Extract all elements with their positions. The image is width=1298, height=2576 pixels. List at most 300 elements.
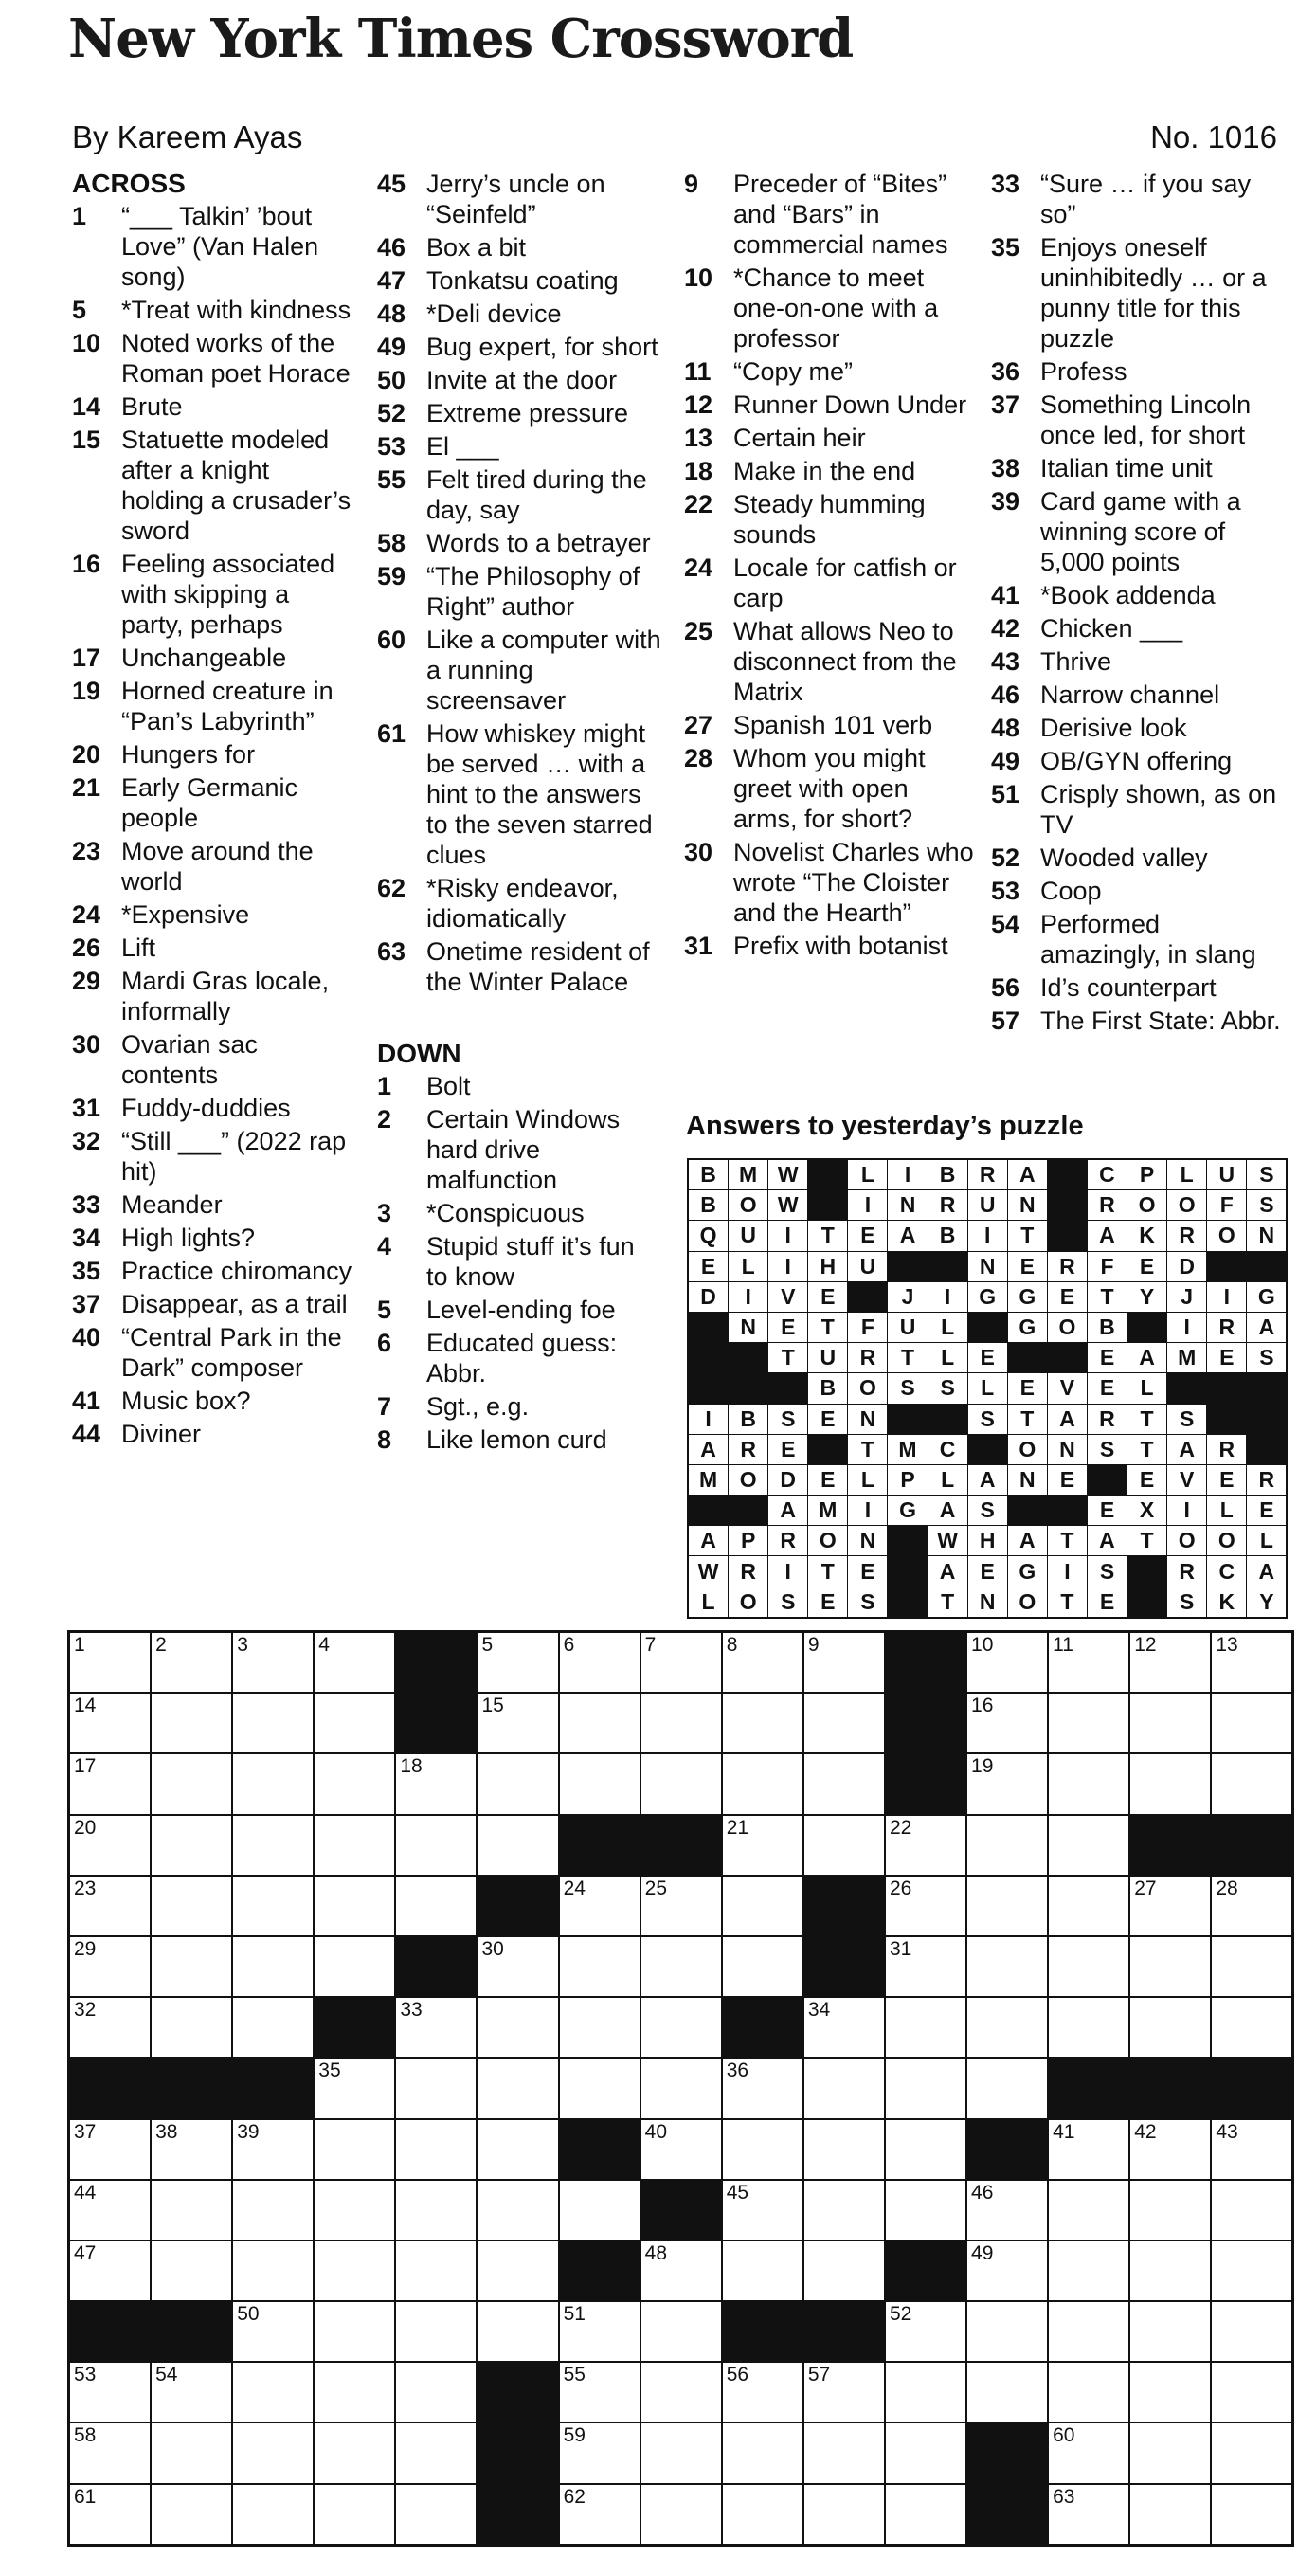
answer-letter-cell: T: [808, 1313, 847, 1342]
clue-number: 33: [991, 170, 1020, 198]
grid-cell: [723, 2423, 802, 2482]
grid-cell-number: 45: [726, 2181, 749, 2204]
clue-text: Mardi Gras locale, informally: [121, 967, 330, 1025]
clue-text: Felt tired during the day, say: [426, 465, 647, 524]
answer-letter-cell: C: [928, 1435, 967, 1464]
answer-block-cell: [689, 1496, 728, 1525]
grid-block-cell: [70, 2059, 150, 2117]
answer-letter-cell: E: [1127, 1465, 1166, 1495]
clue-number: 41: [72, 1387, 101, 1415]
clue-item: [72, 1419, 356, 1449]
answer-block-cell: [1048, 1343, 1087, 1372]
answer-letter-cell: S: [1247, 1190, 1286, 1220]
clue-text: Extreme pressure: [426, 399, 629, 427]
answer-letter-cell: S: [1247, 1160, 1286, 1189]
answer-letter-cell: L: [689, 1587, 728, 1617]
clue-item: [377, 936, 661, 997]
clue-text: Prefix with botanist: [733, 932, 948, 960]
clue-text: *Conspicuous: [426, 1199, 585, 1227]
clue-number: 17: [72, 644, 101, 672]
grid-cell: [1212, 2181, 1291, 2240]
clue-number: 16: [72, 550, 101, 578]
grid-cell: [70, 2485, 150, 2544]
answer-letter-cell: O: [1008, 1435, 1047, 1464]
clue-item: [72, 425, 356, 546]
answer-letter-cell: E: [808, 1587, 847, 1617]
grid-cell: [641, 1937, 721, 1996]
grid-cell-number: 43: [1216, 2120, 1238, 2143]
answer-letter-cell: R: [968, 1160, 1007, 1189]
answer-letter-cell: L: [1247, 1526, 1286, 1555]
grid-cell: [804, 1754, 884, 1813]
clue-number: 13: [684, 424, 713, 452]
answer-letter-cell: F: [1207, 1190, 1246, 1220]
answer-letter-cell: F: [848, 1313, 887, 1342]
clue-text: “The Philosophy of Right” author: [426, 562, 640, 621]
clue-number: 3: [377, 1199, 392, 1227]
grid-cell: [967, 1877, 1047, 1935]
clue-text: OB/GYN offering: [1040, 747, 1233, 775]
clue-item: [72, 295, 356, 325]
clue-item: [684, 390, 978, 420]
answer-letter-cell: R: [1247, 1465, 1286, 1495]
grid-cell: [233, 2363, 313, 2422]
grid-cell: [886, 1877, 965, 1935]
down-clue-list-continued-2: [991, 169, 1285, 1036]
answer-letter-cell: S: [1088, 1435, 1127, 1464]
clue-item: [72, 549, 356, 640]
clue-number: 19: [72, 677, 101, 705]
grid-cell: [1049, 2423, 1128, 2482]
clue-item: [72, 739, 356, 770]
answer-block-cell: [968, 1435, 1007, 1464]
grid-cell: [396, 2485, 476, 2544]
clue-item: [377, 169, 661, 229]
clue-item: [684, 456, 978, 486]
clue-text: Diviner: [121, 1420, 202, 1448]
answer-letter-cell: A: [1127, 1343, 1166, 1372]
answer-letter-cell: B: [928, 1160, 967, 1189]
grid-cell: [396, 2302, 476, 2361]
clue-number: 21: [72, 773, 101, 802]
clue-number: 51: [991, 780, 1020, 808]
clue-item: [684, 616, 978, 707]
clue-item: [377, 1198, 661, 1228]
answer-letter-cell: E: [1088, 1343, 1127, 1372]
answer-letter-cell: T: [888, 1343, 927, 1372]
answer-letter-cell: V: [1167, 1465, 1206, 1495]
answer-letter-cell: E: [768, 1313, 807, 1342]
clue-number: 60: [377, 626, 406, 654]
clue-text: Like lemon curd: [426, 1425, 607, 1454]
grid-cell-number: 63: [1053, 2485, 1075, 2508]
grid-cell: [70, 1998, 150, 2057]
answer-block-cell: [888, 1526, 927, 1555]
clue-number: 62: [377, 874, 406, 902]
grid-cell: [641, 2423, 721, 2482]
clue-item: [72, 933, 356, 963]
page-title: New York Times Crossword: [68, 8, 854, 70]
clue-text: Feeling associated with skipping a party, perhaps: [121, 550, 335, 639]
answer-letter-cell: W: [768, 1160, 807, 1189]
clue-item: [991, 486, 1285, 577]
answer-letter-cell: E: [1048, 1465, 1087, 1495]
clue-number: 24: [72, 900, 101, 929]
grid-cell: [723, 1877, 802, 1935]
clue-item: [684, 423, 978, 453]
clue-item: [72, 1126, 356, 1187]
grid-cell: [396, 1877, 476, 1935]
grid-cell-number: 23: [74, 1877, 97, 1899]
clue-item: [991, 1006, 1285, 1036]
grid-cell: [1130, 1754, 1210, 1813]
clue-number: 32: [72, 1127, 101, 1155]
clue-item: [72, 772, 356, 833]
grid-cell: [70, 2423, 150, 2482]
grid-cell-number: 14: [74, 1695, 97, 1717]
clue-text: *Expensive: [121, 900, 250, 929]
grid-block-cell: [1212, 2059, 1291, 2117]
grid-cell: [233, 1754, 313, 1813]
answer-letter-cell: U: [888, 1313, 927, 1342]
answer-letter-cell: L: [848, 1160, 887, 1189]
answer-letter-cell: A: [1247, 1313, 1286, 1342]
clue-item: [72, 328, 356, 389]
answer-letter-cell: E: [1207, 1465, 1246, 1495]
answer-letter-cell: O: [1207, 1526, 1246, 1555]
grid-cell: [478, 2181, 557, 2240]
clue-item: [72, 1223, 356, 1253]
grid-cell: [70, 2241, 150, 2300]
grid-cell: [396, 2241, 476, 2300]
grid-cell-number: 9: [807, 1634, 820, 1656]
grid-cell-number: 40: [644, 2120, 668, 2143]
clue-number: 14: [72, 392, 101, 421]
clue-number: 35: [991, 233, 1020, 262]
answer-block-cell: [808, 1160, 847, 1189]
answer-letter-cell: A: [689, 1526, 728, 1555]
grid-cell-number: 8: [726, 1634, 738, 1656]
answer-letter-cell: B: [1088, 1313, 1127, 1342]
clue-item: [377, 332, 661, 362]
clue-number: 6: [377, 1329, 392, 1357]
clue-item: [684, 931, 978, 961]
grid-block-cell: [804, 1877, 884, 1935]
answer-letter-cell: L: [968, 1373, 1007, 1403]
clue-text: Id’s counterpart: [1040, 973, 1217, 1002]
answer-letter-cell: Y: [1127, 1282, 1166, 1312]
clue-number: 7: [377, 1392, 392, 1421]
grid-cell: [641, 2302, 721, 2361]
answer-letter-cell: E: [1088, 1587, 1127, 1617]
grid-cell: [1049, 1998, 1128, 2057]
clue-number: 45: [377, 170, 406, 198]
grid-cell: [886, 1937, 965, 1996]
grid-cell-number: 30: [481, 1937, 504, 1960]
answer-letter-cell: I: [1167, 1496, 1206, 1525]
clue-text: Spanish 101 verb: [733, 711, 933, 739]
grid-cell: [315, 2181, 394, 2240]
answer-letter-cell: A: [689, 1435, 728, 1464]
across-clue-list-continued: [377, 169, 661, 997]
clue-item: [991, 646, 1285, 677]
clue-item: [377, 1071, 661, 1101]
clue-item: [72, 1386, 356, 1416]
answer-letter-cell: G: [1008, 1556, 1047, 1586]
answer-letter-cell: B: [689, 1190, 728, 1220]
grid-block-cell: [396, 1937, 476, 1996]
answer-letter-cell: N: [1008, 1465, 1047, 1495]
grid-block-cell: [967, 2423, 1047, 2482]
grid-cell: [315, 2485, 394, 2544]
grid-cell-number: 39: [237, 2120, 260, 2143]
answer-letter-cell: T: [808, 1221, 847, 1250]
answer-block-cell: [928, 1252, 967, 1281]
grid-cell-number: 20: [74, 1816, 97, 1839]
answer-letter-cell: N: [848, 1405, 887, 1434]
answer-letter-cell: G: [968, 1282, 1007, 1312]
clue-text: Ovarian sac contents: [121, 1030, 259, 1089]
clue-item: [377, 1328, 661, 1388]
grid-cell: [804, 2363, 884, 2422]
answer-letter-cell: M: [689, 1465, 728, 1495]
clue-number: 24: [684, 553, 713, 582]
grid-cell: [315, 2120, 394, 2179]
clue-text: Make in the end: [733, 457, 916, 485]
clue-text: Italian time unit: [1040, 454, 1213, 482]
grid-cell-number: 13: [1216, 1634, 1238, 1656]
answer-letter-cell: E: [968, 1556, 1007, 1586]
grid-cell: [315, 1937, 394, 1996]
grid-block-cell: [315, 1998, 394, 2057]
answer-letter-cell: T: [1127, 1435, 1166, 1464]
grid-cell-number: 61: [74, 2485, 97, 2508]
answer-letter-cell: N: [888, 1190, 927, 1220]
clue-item: [377, 528, 661, 558]
grid-block-cell: [560, 1816, 640, 1875]
clue-number: 10: [684, 263, 713, 292]
grid-cell-number: 36: [726, 2059, 749, 2082]
grid-cell: [396, 1816, 476, 1875]
grid-cell: [1212, 2302, 1291, 2361]
grid-cell-number: 58: [74, 2424, 97, 2447]
answer-letter-cell: A: [1008, 1526, 1047, 1555]
answer-letter-cell: A: [928, 1556, 967, 1586]
clue-item: [991, 680, 1285, 710]
grid-cell-number: 52: [889, 2303, 912, 2326]
clue-item: [991, 356, 1285, 387]
answer-letter-cell: A: [928, 1496, 967, 1525]
clue-text: Steady humming sounds: [733, 490, 926, 549]
clue-text: Jerry’s uncle on “Seinfeld”: [426, 170, 605, 228]
grid-cell: [396, 2423, 476, 2482]
grid-cell: [1049, 2120, 1128, 2179]
grid-cell: [723, 1816, 802, 1875]
clue-number: 54: [991, 910, 1020, 938]
answer-letter-cell: W: [928, 1526, 967, 1555]
grid-cell: [967, 2363, 1047, 2422]
grid-cell: [560, 1694, 640, 1752]
grid-cell: [70, 2120, 150, 2179]
grid-cell-number: 19: [971, 1755, 994, 1778]
answer-letter-cell: B: [928, 1221, 967, 1250]
grid-cell: [1049, 2181, 1128, 2240]
clue-item: [684, 169, 978, 260]
grid-cell: [1130, 2485, 1210, 2544]
grid-cell: [641, 2241, 721, 2300]
grid-cell-number: 41: [1053, 2120, 1075, 2143]
down-clue-list: [377, 1071, 661, 1455]
answer-letter-cell: N: [968, 1252, 1007, 1281]
answer-letter-cell: L: [1127, 1373, 1166, 1403]
grid-cell: [70, 1633, 150, 1692]
clue-item: [684, 743, 978, 834]
answer-block-cell: [968, 1313, 1007, 1342]
answer-letter-cell: I: [768, 1556, 807, 1586]
clue-text: “___ Talkin’ ’bout Love” (Van Halen song): [121, 202, 319, 291]
answer-letter-cell: R: [1088, 1405, 1127, 1434]
clue-text: Educated guess: Abbr.: [426, 1329, 618, 1388]
answer-block-cell: [689, 1343, 728, 1372]
grid-cell-number: 42: [1134, 2120, 1157, 2143]
clue-number: 53: [377, 432, 406, 461]
clue-text: Enjoys oneself uninhibitedly … or a punny title for this puzzle: [1040, 233, 1267, 353]
grid-cell: [1130, 2423, 1210, 2482]
grid-cell: [233, 1816, 313, 1875]
clue-number: 38: [991, 454, 1020, 482]
answer-letter-cell: G: [1008, 1282, 1047, 1312]
grid-cell: [478, 1816, 557, 1875]
answer-letter-cell: I: [848, 1496, 887, 1525]
answer-letter-cell: W: [689, 1556, 728, 1586]
grid-cell: [152, 2120, 231, 2179]
grid-cell: [886, 2059, 965, 2117]
grid-cell: [560, 2485, 640, 2544]
grid-cell: [233, 1877, 313, 1935]
grid-cell: [1049, 2485, 1128, 2544]
clue-number: 5: [377, 1296, 392, 1324]
answer-letter-cell: I: [729, 1282, 767, 1312]
answer-letter-cell: U: [848, 1252, 887, 1281]
clue-item: [377, 1424, 661, 1455]
answer-letter-cell: O: [848, 1373, 887, 1403]
clue-item: [72, 676, 356, 736]
grid-cell: [804, 2059, 884, 2117]
answer-block-cell: [1167, 1373, 1206, 1403]
grid-cell: [1049, 1937, 1128, 1996]
grid-cell: [723, 1937, 802, 1996]
grid-block-cell: [478, 2423, 557, 2482]
clue-number: 8: [377, 1425, 392, 1454]
grid-cell: [315, 1877, 394, 1935]
clue-text: *Book addenda: [1040, 581, 1216, 609]
answer-letter-cell: B: [808, 1373, 847, 1403]
clue-number: 53: [991, 877, 1020, 905]
puzzle-number: No. 1016: [1150, 119, 1277, 154]
clue-item: [684, 553, 978, 613]
answer-letter-cell: E: [1088, 1373, 1127, 1403]
answer-letter-cell: I: [928, 1282, 967, 1312]
grid-block-cell: [804, 1937, 884, 1996]
answer-letter-cell: E: [689, 1252, 728, 1281]
clue-item: [991, 580, 1285, 610]
answer-block-cell: [888, 1556, 927, 1586]
grid-cell: [1130, 2241, 1210, 2300]
grid-block-cell: [967, 2120, 1047, 2179]
clue-number: 47: [377, 266, 406, 295]
grid-cell: [886, 2485, 965, 2544]
answer-letter-cell: I: [768, 1252, 807, 1281]
grid-cell: [1130, 2120, 1210, 2179]
grid-cell: [233, 2181, 313, 2240]
clue-number: 36: [991, 357, 1020, 386]
grid-cell-number: 54: [155, 2364, 178, 2386]
answer-block-cell: [1207, 1373, 1246, 1403]
grid-block-cell: [233, 2059, 313, 2117]
clue-item: [72, 1029, 356, 1090]
answer-letter-cell: S: [968, 1496, 1007, 1525]
grid-cell: [1212, 1754, 1291, 1813]
grid-cell: [1130, 1937, 1210, 1996]
grid-cell: [723, 2120, 802, 2179]
clue-item: [377, 625, 661, 716]
across-heading: ACROSS: [72, 169, 186, 198]
clue-text: Level-ending foe: [426, 1296, 616, 1324]
clue-item: [72, 1189, 356, 1220]
grid-cell: [560, 1877, 640, 1935]
grid-block-cell: [560, 2241, 640, 2300]
answer-letter-cell: O: [1207, 1221, 1246, 1250]
grid-cell-number: 24: [563, 1877, 586, 1899]
grid-cell: [1212, 1937, 1291, 1996]
clue-number: 20: [72, 740, 101, 769]
grid-block-cell: [886, 1694, 965, 1752]
answer-letter-cell: M: [1167, 1343, 1206, 1372]
grid-cell: [1212, 2485, 1291, 2544]
grid-cell: [233, 1633, 313, 1692]
clue-column-4: [991, 169, 1285, 1039]
answer-letter-cell: L: [729, 1252, 767, 1281]
answer-letter-cell: U: [968, 1190, 1007, 1220]
clue-number: 12: [684, 390, 713, 419]
grid-cell: [723, 2059, 802, 2117]
grid-cell: [1049, 1816, 1128, 1875]
grid-cell-number: 62: [563, 2485, 586, 2508]
answer-letter-cell: R: [1048, 1252, 1087, 1281]
answer-letter-cell: I: [888, 1160, 927, 1189]
grid-cell-number: 3: [237, 1634, 248, 1656]
clue-item: [72, 1093, 356, 1123]
answer-letter-cell: R: [928, 1190, 967, 1220]
clue-number: 50: [377, 366, 406, 394]
answer-letter-cell: N: [1008, 1190, 1047, 1220]
clue-number: 56: [991, 973, 1020, 1002]
grid-cell: [886, 1816, 965, 1875]
grid-block-cell: [886, 1633, 965, 1692]
clue-number: 41: [991, 581, 1020, 609]
answer-letter-cell: E: [1207, 1343, 1246, 1372]
grid-cell: [152, 1816, 231, 1875]
grid-cell: [396, 2120, 476, 2179]
answer-letter-cell: C: [1207, 1556, 1246, 1586]
clue-item: [377, 265, 661, 296]
clue-item: [72, 836, 356, 897]
clue-number: 44: [72, 1420, 101, 1448]
clue-item: [991, 169, 1285, 229]
answer-letter-cell: I: [848, 1190, 887, 1220]
crossword-grid: [67, 1630, 1294, 2547]
grid-cell: [396, 1754, 476, 1813]
